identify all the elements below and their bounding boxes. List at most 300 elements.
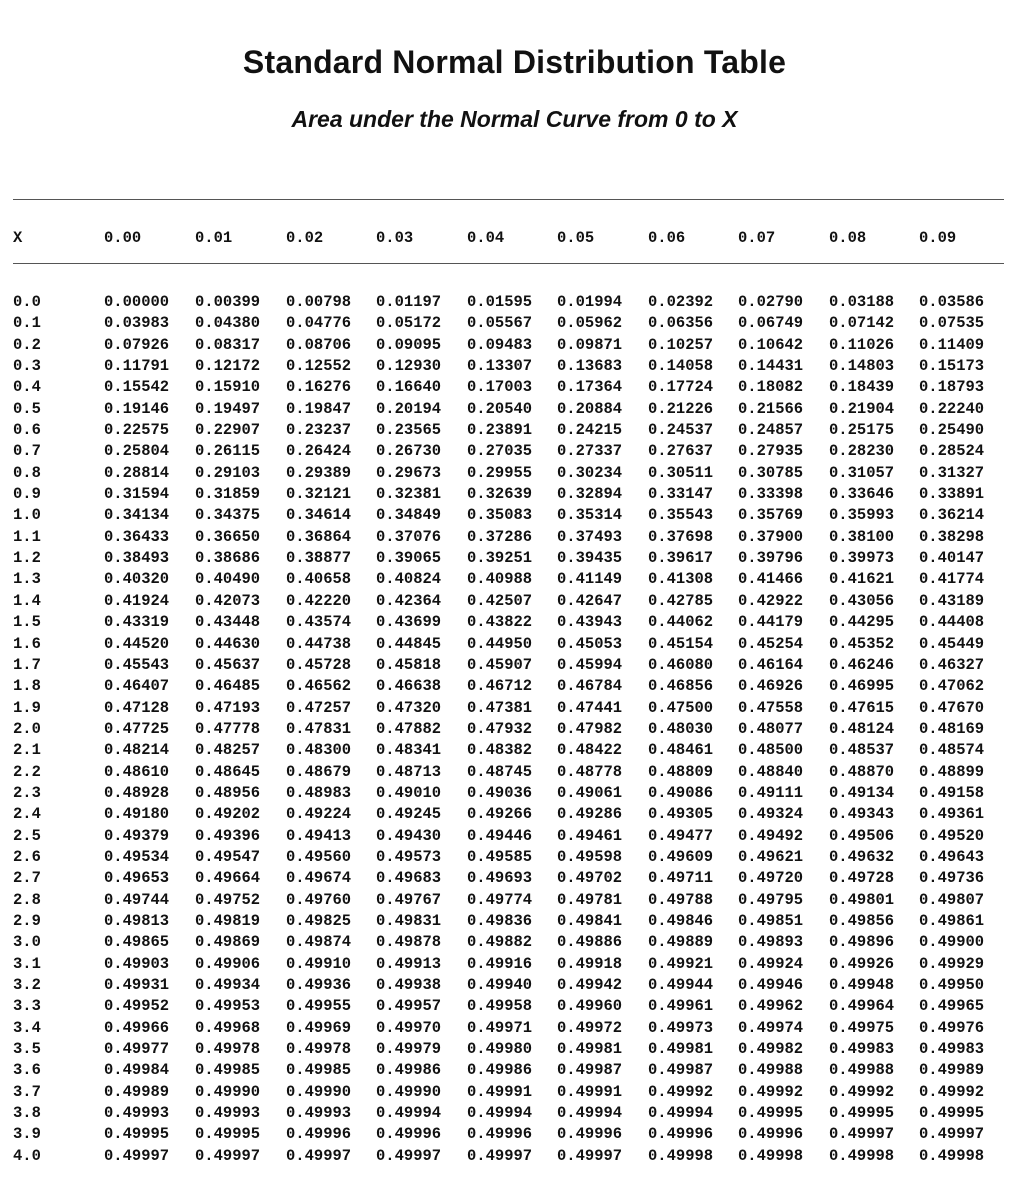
table-cell: 0.49961 <box>648 997 714 1016</box>
table-row <box>0 911 1029 932</box>
table-cell: 0.03983 <box>104 314 170 333</box>
table-cell: 0.49997 <box>557 1146 623 1165</box>
table-cell: 0.06356 <box>648 314 714 333</box>
table-cell: 0.49461 <box>557 826 623 845</box>
table-row <box>0 996 1029 1017</box>
table-cell: 0.32121 <box>286 485 352 504</box>
table-cell: 0.31327 <box>919 463 985 482</box>
table-cell: 0.49506 <box>829 826 895 845</box>
table-cell: 0.12552 <box>286 357 352 376</box>
table-cell: 0.45053 <box>557 634 623 653</box>
table-cell: 0.25490 <box>919 421 985 440</box>
table-cell: 0.05567 <box>467 314 533 333</box>
table-cell: 0.49886 <box>557 933 623 952</box>
row-x-label: 0.0 <box>13 293 41 311</box>
table-cell: 0.49693 <box>467 869 533 888</box>
table-cell: 0.49807 <box>919 890 985 909</box>
table-cell: 0.49893 <box>738 933 804 952</box>
table-cell: 0.49202 <box>195 805 261 824</box>
table-row <box>0 292 1029 313</box>
row-x-label: 3.0 <box>13 933 41 952</box>
table-cell: 0.41924 <box>104 591 170 610</box>
row-x-label: 0.2 <box>13 335 41 354</box>
table-cell: 0.48422 <box>557 741 623 760</box>
table-cell: 0.33891 <box>919 485 985 504</box>
table-cell: 0.49788 <box>648 890 714 909</box>
table-cell: 0.48537 <box>829 741 895 760</box>
table-cell: 0.49974 <box>738 1018 804 1037</box>
table-cell: 0.37900 <box>738 527 804 546</box>
table-cell: 0.46080 <box>648 655 714 674</box>
table-cell: 0.09871 <box>557 335 623 354</box>
row-x-label: 3.3 <box>13 997 41 1016</box>
column-header: 0.03 <box>376 229 414 247</box>
table-cell: 0.23237 <box>286 421 352 440</box>
row-x-label: 2.2 <box>13 762 41 781</box>
table-cell: 0.49995 <box>104 1125 170 1144</box>
table-cell: 0.46327 <box>919 655 985 674</box>
table-cell: 0.00798 <box>286 293 352 311</box>
table-cell: 0.35769 <box>738 506 804 525</box>
table-row <box>0 1039 1029 1060</box>
table-cell: 0.49997 <box>467 1146 533 1165</box>
row-x-label: 1.7 <box>13 655 41 674</box>
table-cell: 0.49795 <box>738 890 804 909</box>
table-cell: 0.47882 <box>376 719 442 738</box>
table-cell: 0.30234 <box>557 463 623 482</box>
table-cell: 0.49958 <box>467 997 533 1016</box>
table-cell: 0.49971 <box>467 1018 533 1037</box>
table-cell: 0.49948 <box>829 976 895 994</box>
table-cell: 0.40320 <box>104 570 170 589</box>
table-cell: 0.19497 <box>195 399 261 418</box>
table-cell: 0.49573 <box>376 847 442 866</box>
table-cell: 0.49938 <box>376 976 442 994</box>
table-cell: 0.28230 <box>829 442 895 461</box>
table-cell: 0.49990 <box>195 1082 261 1101</box>
table-row <box>0 954 1029 975</box>
table-cell: 0.49882 <box>467 933 533 952</box>
table-cell: 0.44738 <box>286 634 352 653</box>
table-cell: 0.49981 <box>557 1040 623 1059</box>
table-cell: 0.17003 <box>467 378 533 397</box>
table-cell: 0.44630 <box>195 634 261 653</box>
table-cell: 0.45728 <box>286 655 352 674</box>
table-cell: 0.41466 <box>738 570 804 589</box>
table-cell: 0.43448 <box>195 613 261 632</box>
table-cell: 0.49396 <box>195 826 261 845</box>
table-cell: 0.49946 <box>738 976 804 994</box>
table-cell: 0.49413 <box>286 826 352 845</box>
table-row <box>0 1103 1029 1124</box>
table-row <box>0 932 1029 953</box>
table-cell: 0.49874 <box>286 933 352 952</box>
table-row <box>0 634 1029 655</box>
table-cell: 0.49985 <box>286 1061 352 1080</box>
table-row <box>0 420 1029 441</box>
table-cell: 0.49831 <box>376 911 442 930</box>
table-cell: 0.24215 <box>557 421 623 440</box>
table-cell: 0.48574 <box>919 741 985 760</box>
table-cell: 0.49926 <box>829 954 895 973</box>
table-cell: 0.47982 <box>557 719 623 738</box>
table-cell: 0.15542 <box>104 378 170 397</box>
table-cell: 0.49836 <box>467 911 533 930</box>
row-x-label: 2.0 <box>13 719 41 738</box>
table-cell: 0.49010 <box>376 783 442 802</box>
table-row <box>0 890 1029 911</box>
table-cell: 0.33147 <box>648 485 714 504</box>
table-cell: 0.14803 <box>829 357 895 376</box>
table-cell: 0.32639 <box>467 485 533 504</box>
table-row <box>0 762 1029 783</box>
table-cell: 0.49266 <box>467 805 533 824</box>
table-cell: 0.18082 <box>738 378 804 397</box>
table-cell: 0.49825 <box>286 911 352 930</box>
table-cell: 0.42220 <box>286 591 352 610</box>
table-cell: 0.49520 <box>919 826 985 845</box>
table-cell: 0.10257 <box>648 335 714 354</box>
table-cell: 0.49992 <box>919 1082 985 1101</box>
table-cell: 0.49940 <box>467 976 533 994</box>
table-cell: 0.42507 <box>467 591 533 610</box>
row-x-label: 0.9 <box>13 485 41 504</box>
table-cell: 0.27337 <box>557 442 623 461</box>
table-cell: 0.41149 <box>557 570 623 589</box>
table-cell: 0.47381 <box>467 698 533 717</box>
table-cell: 0.36650 <box>195 527 261 546</box>
table-cell: 0.27637 <box>648 442 714 461</box>
table-cell: 0.49343 <box>829 805 895 824</box>
row-x-label: 0.6 <box>13 421 41 440</box>
table-cell: 0.49720 <box>738 869 804 888</box>
table-cell: 0.02392 <box>648 293 714 311</box>
row-x-label: 2.7 <box>13 869 41 888</box>
table-cell: 0.30785 <box>738 463 804 482</box>
table-cell: 0.49158 <box>919 783 985 802</box>
table-cell: 0.49944 <box>648 976 714 994</box>
table-cell: 0.46712 <box>467 677 533 696</box>
column-header: 0.09 <box>919 229 957 247</box>
table-cell: 0.49995 <box>195 1125 261 1144</box>
table-cell: 0.48257 <box>195 741 261 760</box>
table-cell: 0.49878 <box>376 933 442 952</box>
table-cell: 0.49991 <box>467 1082 533 1101</box>
table-cell: 0.43574 <box>286 613 352 632</box>
table-cell: 0.46164 <box>738 655 804 674</box>
table-cell: 0.34614 <box>286 506 352 525</box>
table-cell: 0.46562 <box>286 677 352 696</box>
table-cell: 0.41774 <box>919 570 985 589</box>
table-cell: 0.45994 <box>557 655 623 674</box>
table-cell: 0.49996 <box>286 1125 352 1144</box>
table-cell: 0.03586 <box>919 293 985 311</box>
table-cell: 0.25804 <box>104 442 170 461</box>
row-x-label: 1.9 <box>13 698 41 717</box>
table-cell: 0.49856 <box>829 911 895 930</box>
table-cell: 0.49998 <box>648 1146 714 1165</box>
table-row <box>0 1018 1029 1039</box>
table-cell: 0.49993 <box>195 1104 261 1123</box>
table-cell: 0.49936 <box>286 976 352 994</box>
table-cell: 0.35993 <box>829 506 895 525</box>
table-cell: 0.49111 <box>738 783 804 802</box>
table-cell: 0.49632 <box>829 847 895 866</box>
table-cell: 0.16276 <box>286 378 352 397</box>
table-row <box>0 484 1029 505</box>
table-cell: 0.49972 <box>557 1018 623 1037</box>
table-cell: 0.49962 <box>738 997 804 1016</box>
table-cell: 0.49991 <box>557 1082 623 1101</box>
table-cell: 0.49934 <box>195 976 261 994</box>
table-row <box>0 1146 1029 1167</box>
table-cell: 0.49966 <box>104 1018 170 1037</box>
table-cell: 0.27035 <box>467 442 533 461</box>
table-cell: 0.49977 <box>104 1040 170 1059</box>
table-cell: 0.35543 <box>648 506 714 525</box>
table-cell: 0.49965 <box>919 997 985 1016</box>
table-cell: 0.34375 <box>195 506 261 525</box>
table-cell: 0.49995 <box>738 1104 804 1123</box>
table-cell: 0.49969 <box>286 1018 352 1037</box>
row-x-label: 3.1 <box>13 954 41 973</box>
table-cell: 0.35314 <box>557 506 623 525</box>
table-cell: 0.38877 <box>286 549 352 568</box>
table-cell: 0.49984 <box>104 1061 170 1080</box>
table-cell: 0.42073 <box>195 591 261 610</box>
table-cell: 0.49986 <box>467 1061 533 1080</box>
table-cell: 0.23891 <box>467 421 533 440</box>
table-cell: 0.49968 <box>195 1018 261 1037</box>
table-cell: 0.49736 <box>919 869 985 888</box>
table-cell: 0.49995 <box>829 1104 895 1123</box>
table-cell: 0.44520 <box>104 634 170 653</box>
table-cell: 0.49801 <box>829 890 895 909</box>
table-cell: 0.23565 <box>376 421 442 440</box>
table-cell: 0.49998 <box>919 1146 985 1165</box>
table-cell: 0.17724 <box>648 378 714 397</box>
table-row <box>0 847 1029 868</box>
table-cell: 0.45154 <box>648 634 714 653</box>
table-cell: 0.29103 <box>195 463 261 482</box>
table-cell: 0.38493 <box>104 549 170 568</box>
table-cell: 0.49994 <box>467 1104 533 1123</box>
table-cell: 0.07142 <box>829 314 895 333</box>
table-cell: 0.49869 <box>195 933 261 952</box>
table-cell: 0.49324 <box>738 805 804 824</box>
table-cell: 0.10642 <box>738 335 804 354</box>
row-x-label: 2.1 <box>13 741 41 760</box>
table-cell: 0.49760 <box>286 890 352 909</box>
table-cell: 0.33398 <box>738 485 804 504</box>
table-cell: 0.43189 <box>919 591 985 610</box>
table-cell: 0.49585 <box>467 847 533 866</box>
table-cell: 0.16640 <box>376 378 442 397</box>
table-cell: 0.48928 <box>104 783 170 802</box>
table-cell: 0.48745 <box>467 762 533 781</box>
table-body <box>0 292 1029 1167</box>
table-cell: 0.38686 <box>195 549 261 568</box>
table-cell: 0.47670 <box>919 698 985 717</box>
column-header: 0.04 <box>467 229 505 247</box>
table-cell: 0.49996 <box>376 1125 442 1144</box>
table-cell: 0.49978 <box>286 1040 352 1059</box>
table-cell: 0.40988 <box>467 570 533 589</box>
row-x-label: 3.9 <box>13 1125 41 1144</box>
table-cell: 0.49997 <box>195 1146 261 1165</box>
table-cell: 0.25175 <box>829 421 895 440</box>
table-cell: 0.49774 <box>467 890 533 909</box>
table-cell: 0.49674 <box>286 869 352 888</box>
table-cell: 0.09483 <box>467 335 533 354</box>
table-cell: 0.48341 <box>376 741 442 760</box>
table-cell: 0.49918 <box>557 954 623 973</box>
table-cell: 0.47778 <box>195 719 261 738</box>
table-cell: 0.49379 <box>104 826 170 845</box>
table-cell: 0.48382 <box>467 741 533 760</box>
table-cell: 0.49931 <box>104 976 170 994</box>
table-cell: 0.49994 <box>376 1104 442 1123</box>
row-x-label: 3.8 <box>13 1104 41 1123</box>
row-x-label: 1.8 <box>13 677 41 696</box>
table-cell: 0.36433 <box>104 527 170 546</box>
table-cell: 0.15173 <box>919 357 985 376</box>
table-cell: 0.49953 <box>195 997 261 1016</box>
table-cell: 0.48030 <box>648 719 714 738</box>
table-cell: 0.43056 <box>829 591 895 610</box>
table-cell: 0.42785 <box>648 591 714 610</box>
table-header-rule <box>13 263 1004 264</box>
table-cell: 0.29955 <box>467 463 533 482</box>
table-cell: 0.49997 <box>104 1146 170 1165</box>
table-cell: 0.49086 <box>648 783 714 802</box>
row-x-label: 0.1 <box>13 314 41 333</box>
table-cell: 0.47062 <box>919 677 985 696</box>
table-cell: 0.26424 <box>286 442 352 461</box>
table-cell: 0.49983 <box>829 1040 895 1059</box>
table-cell: 0.48713 <box>376 762 442 781</box>
table-cell: 0.44408 <box>919 613 985 632</box>
table-row <box>0 377 1029 398</box>
table-cell: 0.21566 <box>738 399 804 418</box>
column-header: 0.01 <box>195 229 233 247</box>
column-header: 0.05 <box>557 229 595 247</box>
table-cell: 0.43822 <box>467 613 533 632</box>
table-cell: 0.45543 <box>104 655 170 674</box>
table-cell: 0.36214 <box>919 506 985 525</box>
row-x-label: 1.0 <box>13 506 41 525</box>
table-row <box>0 740 1029 761</box>
table-cell: 0.48956 <box>195 783 261 802</box>
table-cell: 0.49975 <box>829 1018 895 1037</box>
row-x-label: 1.5 <box>13 613 41 632</box>
table-cell: 0.29673 <box>376 463 442 482</box>
table-cell: 0.38298 <box>919 527 985 546</box>
table-cell: 0.49547 <box>195 847 261 866</box>
table-cell: 0.49987 <box>648 1061 714 1080</box>
table-cell: 0.19847 <box>286 399 352 418</box>
table-cell: 0.48983 <box>286 783 352 802</box>
table-cell: 0.12172 <box>195 357 261 376</box>
table-row <box>0 612 1029 633</box>
table-cell: 0.11791 <box>104 357 170 376</box>
table-cell: 0.13683 <box>557 357 623 376</box>
table-cell: 0.46246 <box>829 655 895 674</box>
table-cell: 0.22575 <box>104 421 170 440</box>
table-cell: 0.49861 <box>919 911 985 930</box>
table-cell: 0.49973 <box>648 1018 714 1037</box>
table-cell: 0.42647 <box>557 591 623 610</box>
table-cell: 0.49987 <box>557 1061 623 1080</box>
table-row <box>0 569 1029 590</box>
table-cell: 0.22907 <box>195 421 261 440</box>
table-cell: 0.49683 <box>376 869 442 888</box>
table-cell: 0.49061 <box>557 783 623 802</box>
table-cell: 0.49921 <box>648 954 714 973</box>
table-cell: 0.37076 <box>376 527 442 546</box>
table-cell: 0.07535 <box>919 314 985 333</box>
table-cell: 0.24537 <box>648 421 714 440</box>
table-cell: 0.11409 <box>919 335 985 354</box>
table-cell: 0.48124 <box>829 719 895 738</box>
table-cell: 0.49981 <box>648 1040 714 1059</box>
table-cell: 0.49906 <box>195 954 261 973</box>
table-top-rule <box>13 199 1004 200</box>
table-cell: 0.44950 <box>467 634 533 653</box>
table-row <box>0 527 1029 548</box>
row-x-label: 2.9 <box>13 911 41 930</box>
table-cell: 0.49979 <box>376 1040 442 1059</box>
row-x-label: 3.7 <box>13 1082 41 1101</box>
table-cell: 0.40658 <box>286 570 352 589</box>
table-cell: 0.46784 <box>557 677 623 696</box>
table-cell: 0.49924 <box>738 954 804 973</box>
column-header: 0.08 <box>829 229 867 247</box>
row-x-label: 0.3 <box>13 357 41 376</box>
table-cell: 0.02790 <box>738 293 804 311</box>
table-cell: 0.49994 <box>557 1104 623 1123</box>
table-row <box>0 505 1029 526</box>
row-x-label: 0.5 <box>13 399 41 418</box>
table-cell: 0.46926 <box>738 677 804 696</box>
table-cell: 0.20194 <box>376 399 442 418</box>
table-cell: 0.47193 <box>195 698 261 717</box>
row-x-label: 3.6 <box>13 1061 41 1080</box>
table-cell: 0.48840 <box>738 762 804 781</box>
table-cell: 0.28524 <box>919 442 985 461</box>
row-x-label: 2.5 <box>13 826 41 845</box>
table-cell: 0.05962 <box>557 314 623 333</box>
table-cell: 0.49989 <box>104 1082 170 1101</box>
table-cell: 0.40490 <box>195 570 261 589</box>
table-cell: 0.49992 <box>648 1082 714 1101</box>
table-cell: 0.11026 <box>829 335 895 354</box>
row-x-label: 4.0 <box>13 1146 41 1165</box>
table-row <box>0 399 1029 420</box>
table-cell: 0.49992 <box>829 1082 895 1101</box>
row-x-label: 2.8 <box>13 890 41 909</box>
table-cell: 0.45449 <box>919 634 985 653</box>
row-x-label: 1.3 <box>13 570 41 589</box>
table-cell: 0.49955 <box>286 997 352 1016</box>
row-x-label: 2.3 <box>13 783 41 802</box>
table-cell: 0.14431 <box>738 357 804 376</box>
table-cell: 0.39973 <box>829 549 895 568</box>
table-cell: 0.49996 <box>738 1125 804 1144</box>
table-cell: 0.05172 <box>376 314 442 333</box>
table-cell: 0.31594 <box>104 485 170 504</box>
table-cell: 0.03188 <box>829 293 895 311</box>
